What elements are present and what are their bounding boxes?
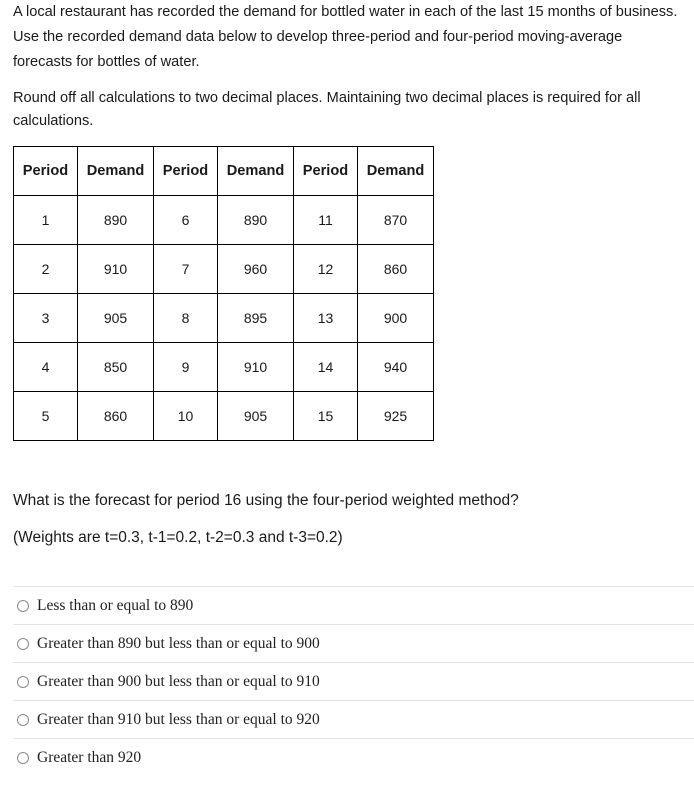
option-label: Greater than 920: [37, 748, 142, 766]
table-cell: 2: [14, 245, 78, 294]
table-cell: 15: [294, 392, 358, 441]
rounding-instruction: Round off all calculations to two decimal places. Maintaining two decimal places is required for all calculations.: [13, 90, 641, 129]
table-cell: 12: [294, 245, 358, 294]
table-cell: 8: [154, 294, 218, 343]
table-row: [14, 245, 434, 294]
table-cell: 890: [218, 196, 294, 245]
answer-option-3[interactable]: [13, 663, 694, 701]
header-period-2: Period: [154, 147, 218, 196]
header-demand-3: Demand: [358, 147, 434, 196]
table-cell: 890: [78, 196, 154, 245]
option-label: Less than or equal to 890: [37, 596, 194, 614]
radio-button[interactable]: [17, 752, 29, 764]
table-cell: 905: [218, 392, 294, 441]
option-label: Greater than 910 but less than or equal to 920: [37, 710, 320, 728]
table-cell: 11: [294, 196, 358, 245]
problem-intro: A local restaurant has recorded the demand for bottled water in each of the last 15 months of business. Use the recorded demand data below to develop three-period and four-period moving-average forecasts for bottles of water.: [13, 4, 678, 70]
table-cell: 13: [294, 294, 358, 343]
answer-option-4[interactable]: [13, 701, 694, 739]
answer-option-5[interactable]: [13, 739, 694, 776]
table-cell: 14: [294, 343, 358, 392]
table-cell: 895: [218, 294, 294, 343]
demand-table: [13, 146, 434, 441]
answer-option-2[interactable]: [13, 625, 694, 663]
header-period-3: Period: [294, 147, 358, 196]
table-header-row: [14, 147, 434, 196]
table-cell: 910: [218, 343, 294, 392]
table-cell: 6: [154, 196, 218, 245]
table-cell: 940: [358, 343, 434, 392]
table-row: [14, 294, 434, 343]
weights-note: (Weights are t=0.3, t-1=0.2, t-2=0.3 and t-3=0.2): [13, 529, 343, 546]
table-cell: 860: [358, 245, 434, 294]
table-cell: 860: [78, 392, 154, 441]
table-cell: 7: [154, 245, 218, 294]
question-text: What is the forecast for period 16 using the four-period weighted method?: [13, 492, 519, 509]
table-cell: 3: [14, 294, 78, 343]
option-label: Greater than 890 but less than or equal to 900: [37, 634, 320, 652]
table-cell: 960: [218, 245, 294, 294]
table-cell: 9: [154, 343, 218, 392]
table-cell: 870: [358, 196, 434, 245]
table-cell: 1: [14, 196, 78, 245]
radio-button[interactable]: [17, 676, 29, 688]
option-label: Greater than 900 but less than or equal to 910: [37, 672, 320, 690]
table-row: [14, 392, 434, 441]
table-cell: 900: [358, 294, 434, 343]
table-cell: 10: [154, 392, 218, 441]
header-period-1: Period: [14, 147, 78, 196]
answer-options: [13, 586, 694, 776]
table-cell: 910: [78, 245, 154, 294]
radio-button[interactable]: [17, 714, 29, 726]
table-cell: 4: [14, 343, 78, 392]
answer-option-1[interactable]: [13, 587, 694, 625]
radio-button[interactable]: [17, 600, 29, 612]
header-demand-1: Demand: [78, 147, 154, 196]
table-row: [14, 343, 434, 392]
table-cell: 905: [78, 294, 154, 343]
radio-button[interactable]: [17, 638, 29, 650]
table-cell: 850: [78, 343, 154, 392]
table-cell: 925: [358, 392, 434, 441]
header-demand-2: Demand: [218, 147, 294, 196]
table-cell: 5: [14, 392, 78, 441]
table-row: [14, 196, 434, 245]
